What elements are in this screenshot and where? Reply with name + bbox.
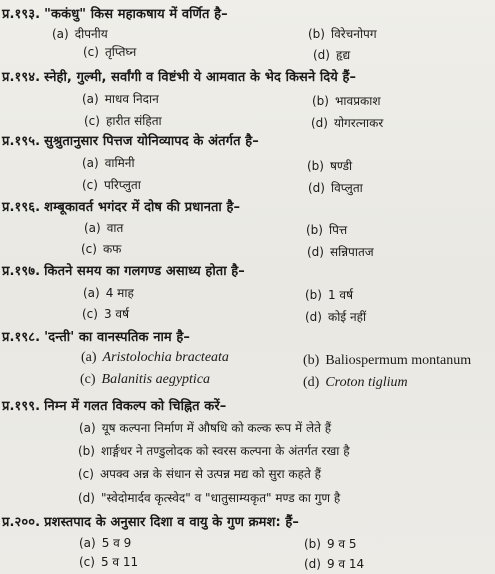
option-d [308,179,363,196]
question-stem: 'दन्ती' का वानस्पतिक नाम है– [44,330,191,345]
question-text [2,67,356,85]
option-c [81,240,121,257]
option-text: योगरत्नाकर [333,116,384,130]
option-label: (d) [303,375,320,390]
option-text: Croton tiglium [325,375,408,390]
option-b [304,535,357,552]
option-text: यूष कल्पना निर्माण में औषधि को कल्क रूप में लेते हैं [101,421,332,435]
option-d [307,243,374,260]
option-c [82,305,129,322]
option-label: (c) [80,372,96,387]
option-label: (c) [82,178,98,192]
option-d [304,555,364,572]
option-text: पित्त [328,223,348,237]
question-stem: प्रशस्तपाद के अनुसार दिशा व वायु के गुण क्रमश: हैं– [44,515,299,530]
option-label: (a) [84,221,101,235]
question-stem: कितने समय का गलगण्ड असाध्य होता है– [44,264,245,279]
option-text: 1 वर्ष [327,288,354,302]
option-text: Balanitis aegyptica [101,372,211,387]
option-label: (a) [79,536,96,550]
option-c [83,43,136,60]
question-stem: स्नेही, गुल्मी, सर्वांगी व विष्टंभी ये आमवात के भेद किसने दिये हैं– [44,70,357,85]
question-number: प्र.१९५. [2,134,41,149]
option-text: "स्वेदोमार्दव कृत्स्वेद" व "धातुसाम्यकृत" मण्ड का गुण है [100,491,341,505]
option-text: विप्लुता [330,181,363,195]
option-b [306,221,347,238]
option-a [79,419,331,436]
option-text: माधव निदान [104,92,159,106]
option-d [78,489,340,506]
option-label: (a) [81,350,97,365]
option-text: वामिनी [104,156,135,170]
question-number: प्र.१९६. [2,200,41,215]
question-number: प्र.१९९. [2,399,41,414]
question-number: प्र.१९३. [2,7,41,22]
question-number: प्र.१९७. [2,264,41,279]
option-text: हृद्य [335,48,351,62]
option-label: (b) [305,288,322,302]
option-c [82,176,141,193]
question-text [2,512,299,530]
option-label: (a) [79,421,96,435]
option-c [80,372,210,388]
option-b [308,25,377,42]
option-d [311,114,383,131]
option-label: (c) [83,45,99,59]
option-text: 5 व 11 [100,555,139,569]
option-label: (c) [79,555,95,569]
option-d [305,308,366,325]
question-stem: सुश्रुतानुसार पित्तज योनिव्यापद के अंतर्गत है– [44,134,259,149]
option-label: (b) [304,537,321,551]
option-text: Aristolochia bracteata [102,350,229,365]
option-d [303,375,408,391]
option-label: (b) [303,353,320,368]
question-number: प्र.१९८. [2,330,41,345]
option-a [84,219,123,236]
option-b [307,157,352,174]
option-b [312,92,381,109]
question-text [2,197,240,215]
option-label: (b) [306,223,323,237]
question-text [2,4,228,22]
option-text: परिप्लुता [103,178,141,192]
option-label: (d) [313,48,330,62]
option-b [78,442,350,459]
question-text [2,261,245,279]
option-text: विरेचनोपग [330,27,377,41]
option-c [79,553,138,570]
option-a [81,350,229,366]
option-a [82,154,135,171]
question-stem: शम्बूकावर्त भगंदर में दोष की प्रधानता है– [44,200,241,215]
question-number: प्र.१९४. [2,70,41,85]
option-label: (a) [82,92,99,106]
option-label: (b) [312,94,329,108]
option-text: अपक्व अन्न के संधान से उत्पन्न मद्य को सुरा कहते हैं [99,467,322,481]
option-d [313,46,350,63]
option-label: (b) [307,159,324,173]
question-text [2,327,190,345]
option-text: कोई नहीं [327,310,367,324]
question-number: प्र.२००. [2,515,41,530]
option-a [83,284,134,301]
question-stem: निम्न में गलत विकल्प को चिह्नित करें– [44,399,227,414]
option-c [78,465,321,482]
question-text [2,131,259,149]
option-text: 9 व 5 [326,537,357,551]
option-a [82,90,159,107]
option-label: (d) [304,557,321,571]
option-label: (d) [305,310,322,324]
option-text: दीपनीय [74,27,108,41]
option-text: 5 व 9 [101,536,132,550]
option-text: सन्निपातज [329,245,374,259]
question-stem: "ककंधु" किस महाकषाय में वर्णित है– [44,7,228,22]
option-label: (c) [82,307,98,321]
option-text: वात [106,221,124,235]
option-label: (d) [308,181,325,195]
option-text: शार्ङ्गधर ने तण्डुलोदक को स्वरस कल्पना के अंतर्गत रखा है [100,444,350,458]
option-label: (c) [84,114,100,128]
option-b [303,353,471,369]
option-text: 4 माह [105,286,134,300]
option-text: षण्डी [329,159,353,173]
option-text: 9 व 14 [326,557,365,571]
option-label: (a) [52,27,69,41]
option-a [79,534,131,551]
option-text: Baliospermum montanum [325,353,472,368]
option-label: (a) [82,156,99,170]
option-a [52,25,108,42]
option-text: हारीत संहिता [105,114,162,128]
option-label: (d) [311,116,328,130]
option-b [305,286,353,303]
option-label: (a) [83,286,100,300]
option-c [84,112,162,129]
option-label: (b) [308,27,325,41]
question-text [2,396,226,414]
option-label: (b) [78,444,95,458]
option-text: तृप्तिघ्न [104,45,137,59]
option-text: भावप्रकाश [334,94,381,108]
option-label: (d) [78,491,95,505]
option-label: (c) [81,242,97,256]
option-text: कफ [102,242,122,256]
option-text: 3 वर्ष [103,307,130,321]
option-label: (c) [78,467,94,481]
option-label: (d) [307,245,324,259]
